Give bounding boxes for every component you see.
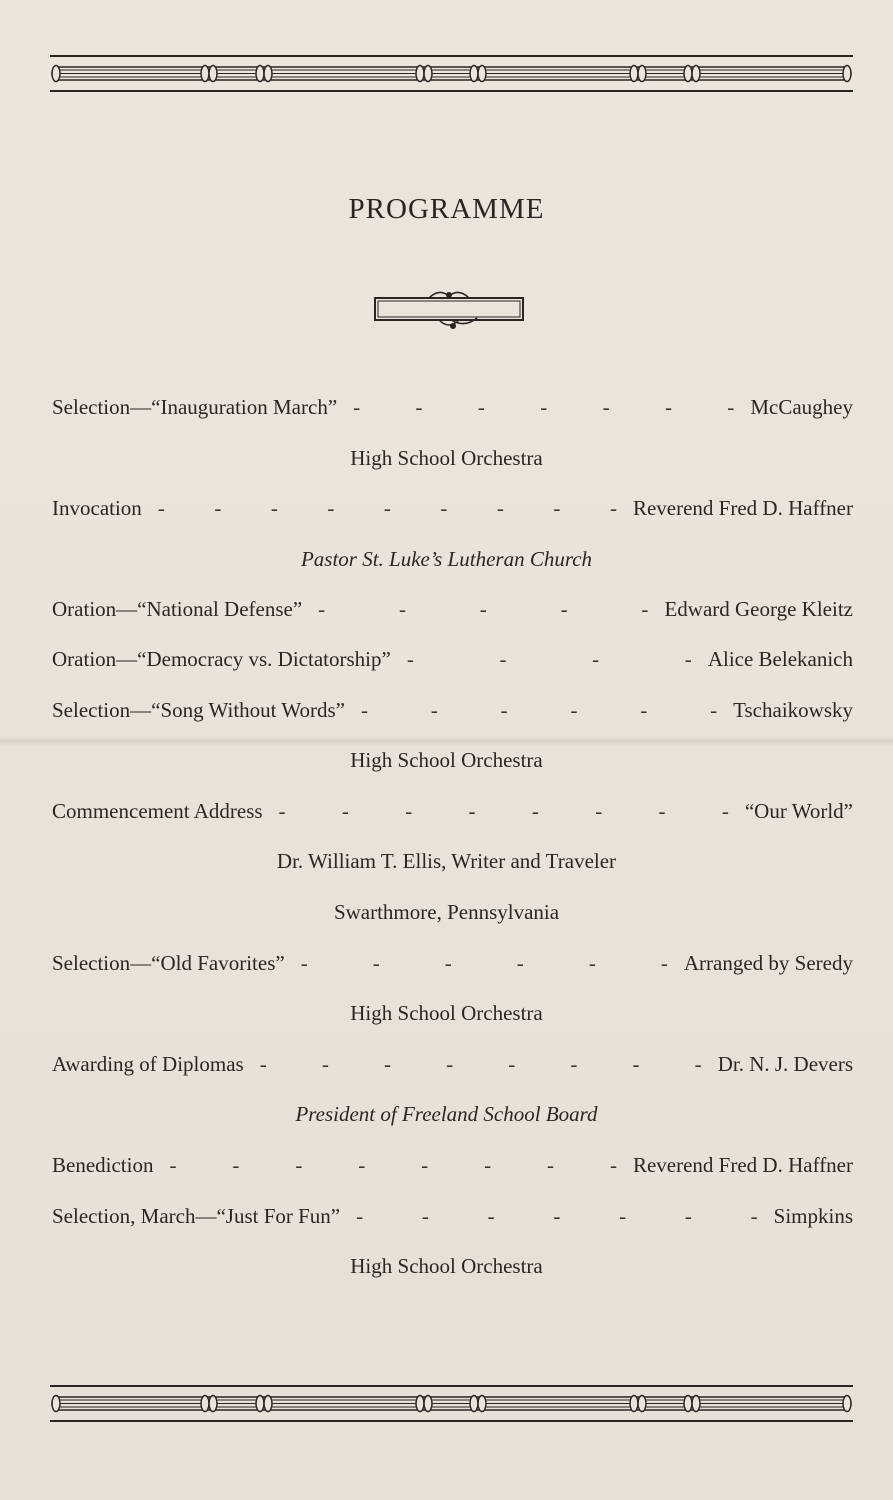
performer-line: High School Orchestra xyxy=(350,446,543,470)
dash-leader: - - - - - - - xyxy=(356,1203,758,1228)
item-credit: Reverend Fred D. Haffner xyxy=(632,495,853,520)
item-credit: Dr. N. J. Devers xyxy=(717,1051,853,1076)
item-title: Commencement Address xyxy=(52,798,263,823)
dash-leader: - - - - - xyxy=(318,596,649,621)
item-title: Awarding of Diplomas xyxy=(52,1051,244,1076)
item-credit: Edward George Kleitz xyxy=(664,596,853,621)
programme-item xyxy=(52,1148,853,1182)
page-title: PROGRAMME xyxy=(348,193,545,225)
programme-item xyxy=(52,946,853,980)
item-credit: Alice Belekanich xyxy=(707,646,853,671)
performer-line: High School Orchestra xyxy=(350,748,543,772)
item-title: Selection—“Inauguration March” xyxy=(52,394,338,419)
dash-leader: - - - - - - - xyxy=(353,394,735,419)
item-credit: Tschaikowsky xyxy=(733,697,853,722)
item-credit: McCaughey xyxy=(750,394,853,419)
programme-item xyxy=(52,491,853,525)
dash-leader: - - - - - - xyxy=(300,950,668,975)
bottom-border-ornament xyxy=(50,1384,853,1424)
speaker-place: Swarthmore, Pennsylvania xyxy=(333,900,560,924)
item-title: Oration—“Democracy vs. Dictatorship” xyxy=(52,646,391,671)
programme-item xyxy=(52,390,853,424)
item-title: Benediction xyxy=(52,1152,154,1177)
dash-leader: - - - - - - - - xyxy=(259,1051,702,1076)
performer-line: High School Orchestra xyxy=(350,1254,543,1278)
programme-item xyxy=(52,642,853,676)
scroll-ornament-icon xyxy=(369,286,529,334)
item-credit: Reverend Fred D. Haffner xyxy=(632,1152,853,1177)
dash-leader: - - - - - - - - xyxy=(169,1152,617,1177)
speaker-line: Dr. William T. Ellis, Writer and Traveler xyxy=(276,849,617,873)
programme-item xyxy=(52,592,853,626)
item-credit: Simpkins xyxy=(773,1203,853,1228)
performer-line: High School Orchestra xyxy=(350,1001,543,1025)
dash-leader: - - - - - - - - xyxy=(278,798,729,823)
item-title: Oration—“National Defense” xyxy=(52,596,303,621)
item-credit: “Our World” xyxy=(744,798,853,823)
programme-item xyxy=(52,1047,853,1081)
programme-item xyxy=(52,1199,853,1233)
top-border-ornament xyxy=(50,54,853,94)
dash-leader: - - - - xyxy=(406,646,692,671)
item-title: Selection—“Song Without Words” xyxy=(52,697,345,722)
item-title: Invocation xyxy=(52,495,142,520)
item-title: Selection, March—“Just For Fun” xyxy=(52,1203,341,1228)
performer-note: President of Freeland School Board xyxy=(295,1102,598,1126)
item-credit: Arranged by Seredy xyxy=(683,950,853,975)
dash-leader: - - - - - - xyxy=(361,697,718,722)
dash-leader: - - - - - - - - - xyxy=(157,495,617,520)
performer-note: Pastor St. Luke’s Lutheran Church xyxy=(300,547,593,571)
item-title: Selection—“Old Favorites” xyxy=(52,950,285,975)
programme-item xyxy=(52,794,853,828)
programme-item xyxy=(52,693,853,727)
